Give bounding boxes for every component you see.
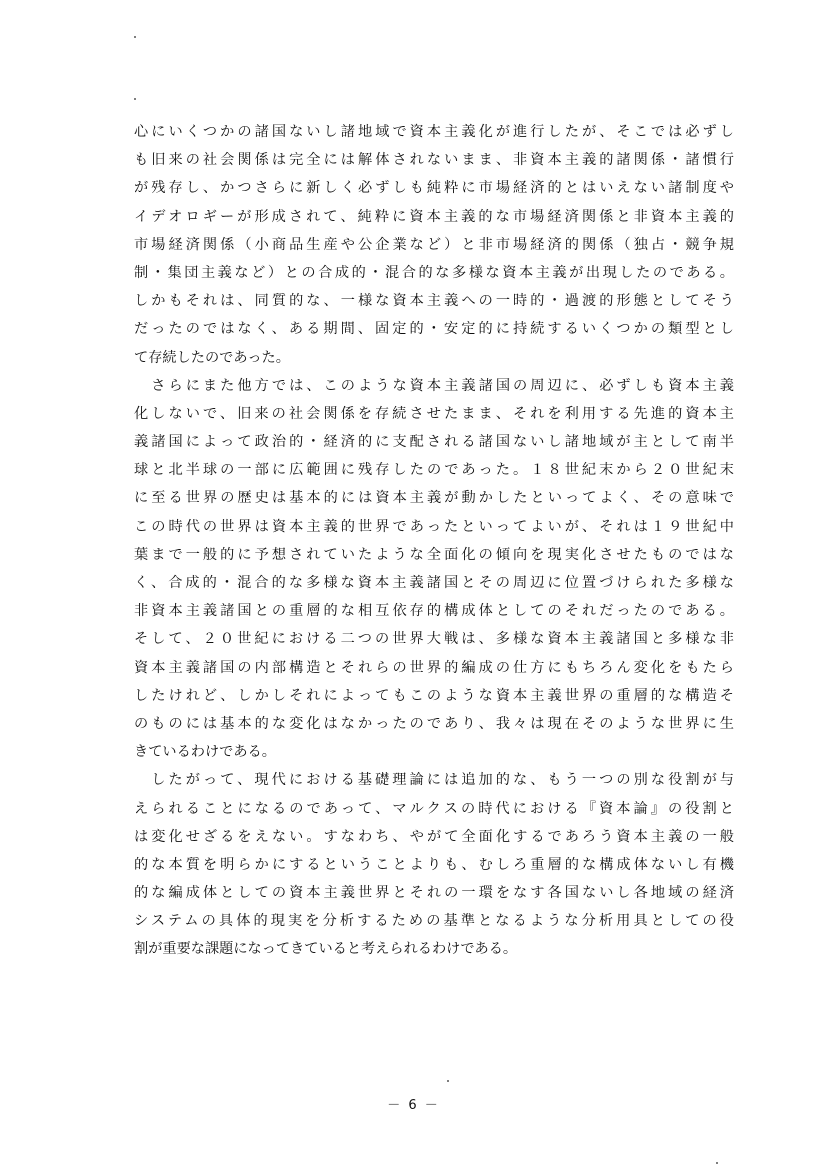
scan-speck [716, 1162, 718, 1164]
scan-speck [134, 36, 136, 38]
text-line: だったのではなく、ある期間、固定的・安定的に持続するいくつかの類型とし [134, 321, 734, 338]
text-line: は変化せざるをえない。すなわち、やがて全面化するであろう資本主義の一般 [134, 828, 734, 845]
text-line: のものには基本的な変化はなかったのであり、我々は現在そのような世界に生 [134, 715, 734, 732]
text-line: しかもそれは、同質的な、一様な資本主義への一時的・過渡的形態としてそう [134, 293, 734, 310]
text-line: 球と北半球の一部に広範囲に残存したのであった。１８世紀末から２０世紀末 [134, 462, 734, 479]
page-number: － 6 － [387, 1098, 440, 1113]
text-line: したがって、現代における基礎理論には追加的な、もう一つの別な役割が与 [134, 772, 734, 789]
text-line: 割が重要な課題になってきていると考えられるわけである。 [134, 941, 518, 958]
body-text [134, 118, 734, 964]
text-line: えられることになるのであって、マルクスの時代における『資本論』の役割と [134, 800, 734, 817]
text-line: く、合成的・混合的な多様な資本主義諸国とその周辺に位置づけられた多様な [134, 575, 734, 591]
text-line: が残存し、かつさらに新しく必ずしも純粋に市場経済的とはいえない諸制度や [134, 180, 734, 197]
text-line: も旧来の社会関係は完全には解体されないまま、非資本主義的諸関係・諸慣行 [134, 152, 734, 169]
text-line: きているわけである。 [134, 744, 276, 761]
text-line: したけれど、しかしそれによってもこのような資本主義世界の重層的な構造そ [134, 687, 734, 704]
text-line: 市場経済関係（小商品生産や公企業など）と非市場経済的関係（独占・競争規 [134, 236, 734, 253]
text-line: 的な本質を明らかにするということよりも、むしろ重層的な構成体ないし有機 [134, 856, 734, 873]
text-line: 義諸国によって政治的・経済的に支配される諸国ないし諸地域が主として南半 [134, 434, 734, 451]
text-line: 非資本主義諸国との重層的な相互依存的構成体としてのそれだったのである。 [134, 603, 734, 620]
scan-speck [447, 1080, 449, 1082]
scan-speck [134, 98, 136, 100]
text-line: そして、２０世紀における二つの世界大戦は、多様な資本主義諸国と多様な非 [134, 631, 734, 648]
text-line: に至る世界の歴史は基本的には資本主義が動かしたといってよく、その意味で [134, 490, 734, 507]
text-line: 化しないで、旧来の社会関係を存続させたまま、それを利用する先進的資本主 [134, 405, 734, 422]
text-line: イデオロギーが形成されて、純粋に資本主義的な市場経済関係と非資本主義的 [134, 208, 734, 225]
text-line: システムの具体的現実を分析するための基準となるような分析用具としての役 [134, 913, 734, 930]
text-line: 資本主義諸国の内部構造とそれらの世界的編成の仕方にもちろん変化をもたら [134, 659, 734, 676]
text-line: 心にいくつかの諸国ないし諸地域で資本主義化が進行したが、そこでは必ずし [134, 124, 734, 140]
text-line: さらにまた他方では、このような資本主義諸国の周辺に、必ずしも資本主義 [134, 377, 734, 394]
text-line: この時代の世界は資本主義的世界であったといってよいが、それは１９世紀中 [134, 518, 734, 535]
text-line: 葉まで一般的に予想されていたような全面化の傾向を現実化させたものではな [134, 546, 734, 563]
text-line: 制・集団主義など）との合成的・混合的な多様な資本主義が出現したのである。 [134, 264, 734, 281]
text-line: 的な編成体としての資本主義世界とそれの一環をなす各国ないし各地域の経済 [134, 885, 734, 902]
text-line: て存続したのであった。 [134, 349, 290, 366]
